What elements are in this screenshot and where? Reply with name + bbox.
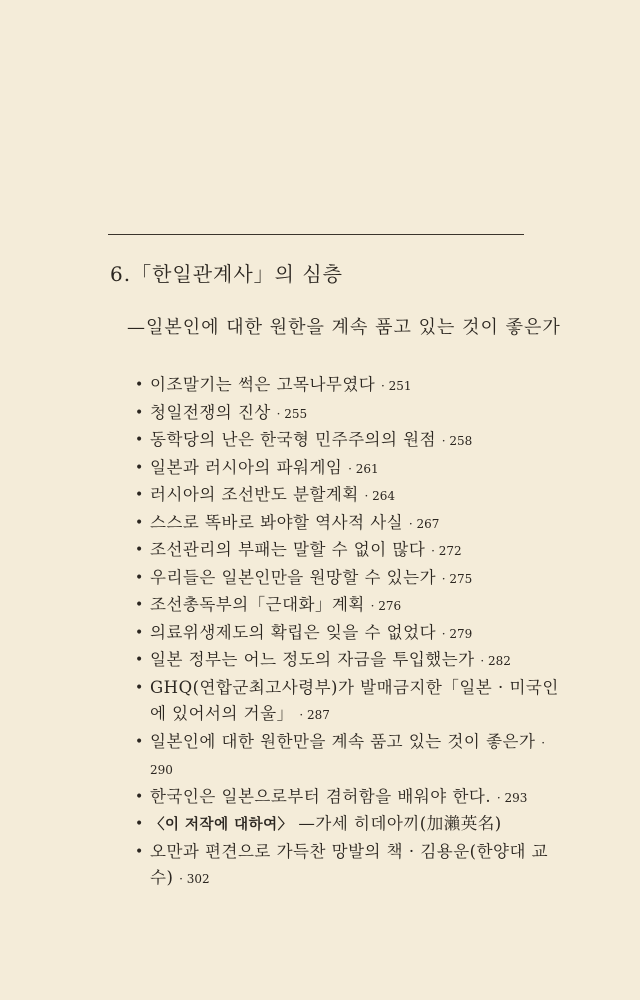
bullet-icon: • [135, 432, 144, 448]
toc-item [132, 372, 562, 400]
toc-item-text: GHQ(연합군최고사령부)가 발매금지한「일본 · 미국인에 있어서의 거울」 [150, 677, 559, 723]
toc-item [132, 811, 562, 839]
toc-item-text: 스스로 똑바로 봐야할 역사적 사실 [150, 512, 404, 532]
bullet-icon: • [135, 569, 144, 586]
bullet-icon: • [135, 377, 144, 393]
toc-item-page: · 282 [480, 654, 511, 668]
bullet-icon: • [135, 679, 144, 696]
bullet-icon: • [135, 404, 144, 421]
toc-item-page: · 293 [496, 790, 528, 805]
toc-item-page: · 287 [299, 708, 330, 722]
toc-item-text: 한국인은 일본으로부터 겸허함을 배워야 한다. [150, 786, 492, 806]
table-of-contents [132, 372, 562, 893]
toc-item-page: · 290 [150, 735, 546, 777]
toc-item-page: · 264 [364, 489, 396, 503]
toc-item-text: 조선관리의 부패는 말할 수 없이 많다 [150, 540, 426, 559]
toc-item-page: · 279 [441, 626, 473, 641]
bullet-icon: • [135, 514, 144, 531]
bullet-icon: • [135, 652, 144, 668]
toc-item [132, 784, 562, 812]
toc-item-label: 〈이 저작에 대하여〉 [150, 817, 293, 833]
toc-item [132, 565, 562, 593]
toc-item [132, 675, 562, 729]
toc-item-page: · 258 [441, 434, 473, 448]
horizontal-rule [108, 234, 524, 235]
toc-item-text: 러시아의 조선반도 분할계획 [150, 485, 359, 504]
toc-item [132, 647, 562, 675]
toc-item-page: · 302 [179, 872, 210, 886]
toc-item-text: 이조말기는 썩은 고목나무였다 [150, 375, 376, 394]
toc-item [132, 482, 562, 510]
toc-item-text: 동학당의 난은 한국형 민주주의의 원점 [150, 430, 437, 449]
toc-item-page: · 276 [370, 599, 402, 613]
bullet-icon: • [135, 816, 144, 832]
toc-item [132, 510, 562, 538]
toc-item-text: 의료위생제도의 확립은 잊을 수 없었다 [150, 622, 437, 642]
bullet-icon: • [135, 459, 144, 476]
bullet-icon: • [135, 843, 144, 860]
toc-item-text: 청일전쟁의 진상 [150, 402, 271, 422]
toc-item [132, 537, 562, 565]
toc-item-text: —가세 히데아끼(加瀨英名) [298, 814, 502, 833]
toc-item-page: · 251 [380, 379, 412, 393]
toc-item-page: · 255 [276, 406, 308, 421]
toc-item-page: · 275 [441, 571, 473, 586]
toc-item-page: · 267 [408, 516, 440, 531]
toc-item [132, 729, 562, 784]
toc-item [132, 620, 562, 648]
chapter-subtitle: —일본인에 대한 원한을 계속 품고 있는 것이 좋은가 [127, 317, 561, 338]
bullet-icon: • [135, 542, 144, 558]
bullet-icon: • [135, 733, 144, 750]
toc-item [132, 839, 562, 893]
toc-item-text: 일본 정부는 어느 정도의 자금을 투입했는가 [150, 650, 475, 669]
bullet-icon: • [135, 487, 144, 503]
toc-item [132, 592, 562, 620]
toc-item-text: 조선총독부의「근대화」계획 [150, 595, 365, 614]
toc-item [132, 400, 562, 428]
toc-item-text: 일본과 러시아의 파워게임 [150, 457, 343, 477]
toc-item [132, 455, 562, 483]
toc-item-text: 우리들은 일본인만을 원망할 수 있는가 [150, 567, 437, 587]
toc-item-text: 오만과 편견으로 가득찬 망발의 책 · 김용운(한양대 교수) [150, 841, 549, 887]
chapter-title: 6.「한일관계사」의 심층 [110, 262, 343, 286]
toc-item-page: · 261 [348, 461, 379, 476]
toc-item-text: 일본인에 대한 원한만을 계속 품고 있는 것이 좋은가 [150, 731, 536, 751]
toc-item-page: · 272 [431, 544, 462, 558]
toc-item [132, 427, 562, 455]
bullet-icon: • [135, 597, 144, 613]
bullet-icon: • [135, 624, 144, 641]
bullet-icon: • [135, 788, 144, 805]
